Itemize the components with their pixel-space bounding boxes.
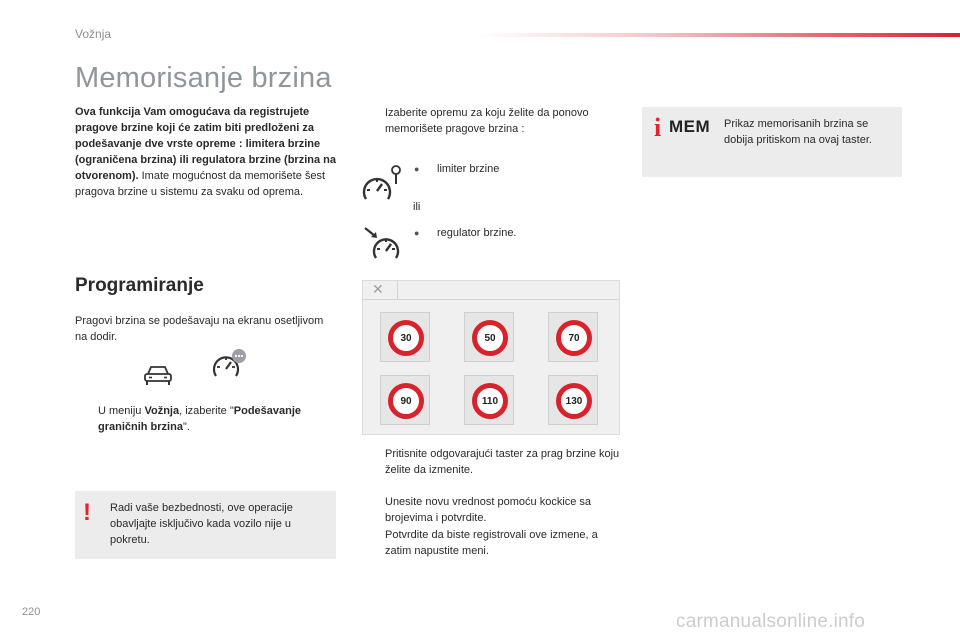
- speed-threshold-button[interactable]: [464, 375, 514, 425]
- or-label: ili: [413, 201, 421, 213]
- speed-threshold-button[interactable]: [548, 375, 598, 425]
- speed-sign: 110: [472, 383, 508, 419]
- intro-text: [75, 104, 343, 200]
- speed-sign: 50: [472, 320, 508, 356]
- speed-threshold-button[interactable]: [464, 312, 514, 362]
- info-box: [642, 107, 902, 177]
- header-accent-bar: [480, 33, 960, 37]
- speedometer-menu-icon: [212, 348, 248, 382]
- option-regulator: ● regulator brzine.: [414, 227, 517, 239]
- warning-text: Radi vaše bezbednosti, ove operacije obavljajte isključivo kada vozilo nije u pokretu.: [110, 502, 293, 546]
- close-icon[interactable]: ✕: [372, 281, 384, 297]
- speed-threshold-button[interactable]: [380, 375, 430, 425]
- cruise-control-icon: [362, 226, 404, 262]
- info-icon: i: [654, 113, 662, 142]
- step-select-equipment: Izaberite opremu za koju želite da ponovo memorišete pragove brzina :: [385, 107, 589, 135]
- speed-sign: 130: [556, 383, 592, 419]
- option-limiter: ● limiter brzine: [414, 163, 500, 175]
- mem-button-label: MEM: [669, 117, 711, 136]
- step-enter-value: Unesite novu vrednost pomoću kockice sa brojevima i potvrdite.: [385, 496, 592, 524]
- step-confirm: Potvrdite da biste registrovali ove izmene, a zatim napustite meni.: [385, 529, 598, 557]
- speed-threshold-button[interactable]: [548, 312, 598, 362]
- car-icon: [142, 364, 174, 386]
- speed-sign: 90: [388, 383, 424, 419]
- warning-icon: !: [83, 499, 91, 526]
- warning-box: [75, 491, 336, 559]
- speed-thresholds-screen: [362, 280, 620, 435]
- section-heading-programiranje: Programiranje: [75, 275, 204, 296]
- toolbar-divider: [363, 299, 619, 300]
- speed-limiter-icon: [362, 164, 404, 204]
- step-menu-driving: U meniju Vožnja, izaberite "Podešavanje graničnih brzina".: [98, 405, 302, 433]
- page-number: 220: [22, 606, 41, 618]
- intro-normal: Imate mogućnost da memorišete šest pragova brzine u sistemu za svaku od oprema.: [75, 170, 326, 198]
- toolbar-separator: [397, 281, 398, 299]
- step-press-threshold: Pritisnite odgovarajući taster za prag brzine koju želite da izmenite.: [385, 448, 620, 476]
- speed-sign: 70: [556, 320, 592, 356]
- watermark: carmanualsonline.info: [676, 611, 866, 632]
- page-title: Memorisanje brzina: [75, 62, 332, 94]
- section-header: Vožnja: [75, 27, 112, 41]
- programiranje-paragraph: Pragovi brzina se podešavaju na ekranu osetljivom na dodir.: [75, 315, 324, 343]
- intro-bold: Ova funkcija Vam omogućava da registrujete pragove brzine koji će zatim biti predloženi za podešavanje dve vrste opreme : limitera brzine (ograničena brzina) ili regulatora brzine (brzina na otvorenom).: [75, 106, 336, 182]
- speed-sign: 30: [388, 320, 424, 356]
- info-text: Prikaz memorisanih brzina se dobija pritiskom na ovaj taster.: [724, 118, 872, 146]
- speed-threshold-button[interactable]: [380, 312, 430, 362]
